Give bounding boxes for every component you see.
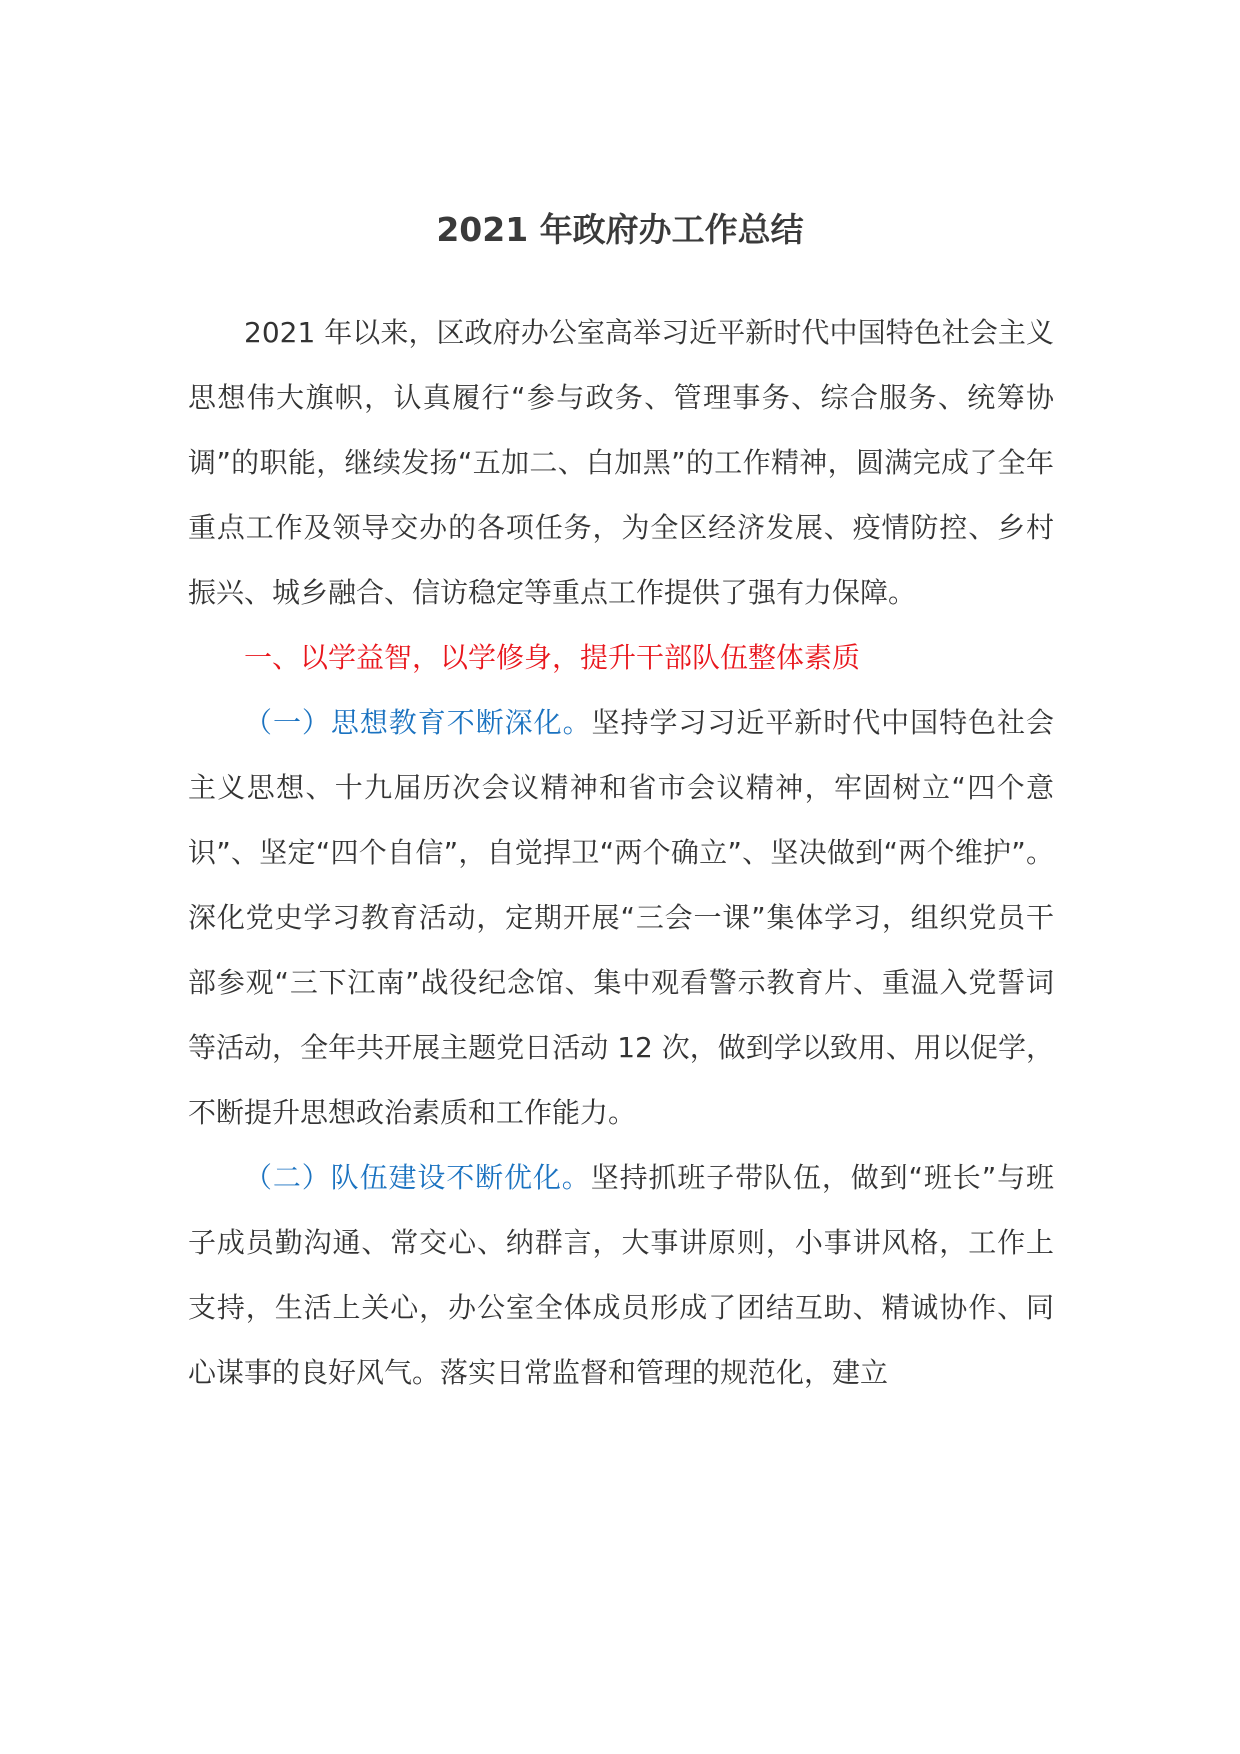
section-1-2-text: 坚持抓班子带队伍，做到“班长”与班子成员勤沟通、常交心、纳群言，大事讲原则，小事讲风格，工作上支持，生活上关心，办公室全体成员形成了团结互助、精诚协作、同心谋事的良好风气。落实日常监督和管理的规范化，建立 <box>188 1161 1054 1389</box>
document-title: 2021 年政府办工作总结 <box>436 210 804 249</box>
section-1-1-text: 坚持学习习近平新时代中国特色社会主义思想、十九届历次会议精神和省市会议精神，牢固树立“四个意识”、坚定“四个自信”，自觉捍卫“两个确立”、坚决做到“两个维护”。深化党史学习教育活动，定期开展“三会一课”集体学习，组织党员干部参观“三下江南”战役纪念馆、集中观看警示教育片、重温入党誓词等活动，全年共开展主题党日活动 12 次，做到学以致用、用以促学，不断提升思想政治素质和工作能力。 <box>188 706 1054 1129</box>
section-1-2-paragraph <box>188 1145 1054 1405</box>
document-body <box>188 300 1054 1405</box>
section-1-heading: 一、以学益智，以学修身，提升干部队伍整体素质 <box>244 641 861 674</box>
section-1-1-paragraph <box>188 690 1054 1145</box>
intro-paragraph: 2021 年以来，区政府办公室高举习近平新时代中国特色社会主义思想伟大旗帜，认真履行“参与政务、管理事务、综合服务、统筹协调”的职能，继续发扬“五加二、白加黑”的工作精神，圆满完成了全年重点工作及领导交办的各项任务，为全区经济发展、疫情防控、乡村振兴、城乡融合、信访稳定等重点工作提供了强有力保障。 <box>188 316 1054 609</box>
section-1-1-heading: （一）思想教育不断深化。 <box>244 706 592 739</box>
section-1-2-heading: （二）队伍建设不断优化。 <box>244 1161 591 1194</box>
